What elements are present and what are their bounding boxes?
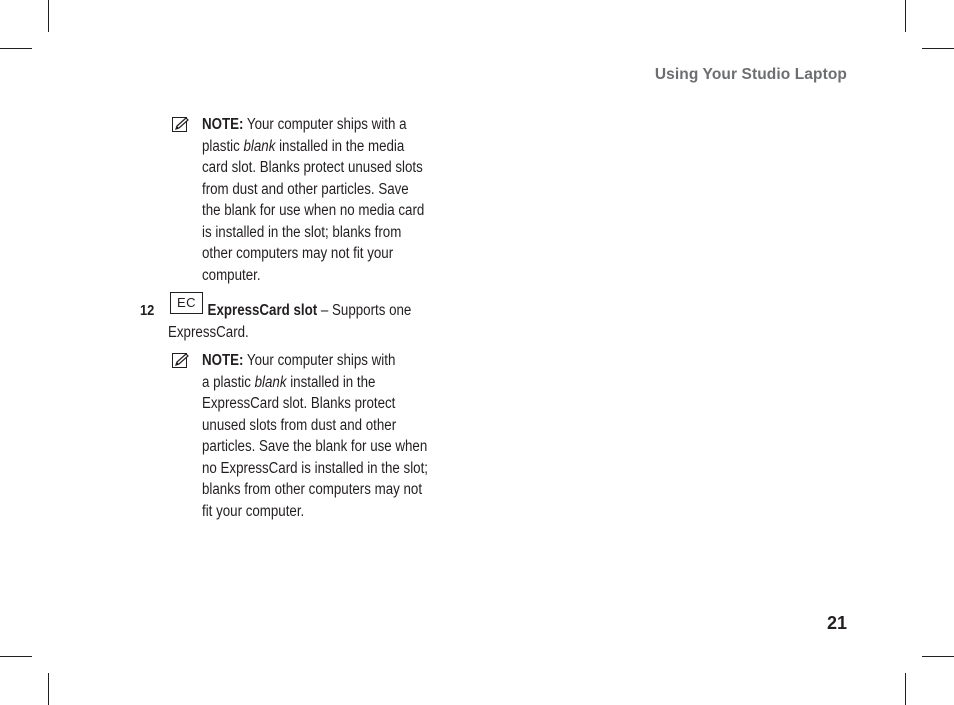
- note-text: [202, 350, 486, 522]
- note-line: is installed in the slot; blanks from: [202, 223, 402, 241]
- note-line: Your computer ships with a: [246, 116, 407, 133]
- crop-mark-bottom-left-vertical: [48, 673, 49, 705]
- note-line: blanks from other computers may not: [202, 481, 423, 498]
- crop-mark-top-left-horizontal: [0, 48, 32, 49]
- crop-mark-top-right-vertical: [905, 0, 906, 32]
- note-line: from dust and other particles. Save: [202, 180, 409, 198]
- expresscard-icon: EC: [170, 292, 203, 314]
- note-line: no ExpressCard is installed in the slot;: [202, 459, 428, 477]
- page-number: 21: [826, 613, 847, 633]
- crop-mark-bottom-right-horizontal: [922, 656, 954, 657]
- note-label: NOTE:: [202, 116, 244, 133]
- note-line: computer.: [202, 266, 261, 284]
- note-line: card slot. Blanks protect unused slots: [202, 159, 423, 176]
- item-title: ExpressCard slot: [207, 302, 318, 319]
- item-description-line: – Supports one: [317, 302, 412, 319]
- item-description: [168, 300, 460, 343]
- note-line: ExpressCard slot. Blanks protect: [202, 395, 396, 412]
- note-text: [202, 114, 486, 286]
- note-line: installed in the: [290, 373, 376, 391]
- note-line: Your computer ships with: [246, 352, 396, 369]
- running-header: Using Your Studio Laptop: [654, 66, 847, 83]
- note-line: fit your computer.: [202, 502, 305, 520]
- note-emphasis: blank: [243, 137, 276, 155]
- note-line: unused slots from dust and other: [202, 416, 397, 434]
- note-line: a plastic: [202, 373, 251, 391]
- crop-mark-top-left-vertical: [48, 0, 49, 32]
- crop-mark-top-right-horizontal: [922, 48, 954, 49]
- pencil-note-icon: [172, 353, 190, 369]
- note-line: other computers may not fit your: [202, 245, 394, 262]
- pencil-note-icon: [172, 117, 190, 133]
- note-line: particles. Save the blank for use when: [202, 438, 428, 455]
- note-line: the blank for use when no media card: [202, 202, 425, 219]
- note-line: installed in the media: [279, 137, 405, 155]
- note-label: NOTE:: [202, 352, 244, 369]
- crop-mark-bottom-right-vertical: [905, 673, 906, 705]
- note-line: plastic: [202, 137, 240, 155]
- note-emphasis: blank: [254, 373, 287, 391]
- item-description-line: ExpressCard.: [168, 323, 249, 341]
- item-number: 12: [140, 302, 155, 319]
- crop-mark-bottom-left-horizontal: [0, 656, 32, 657]
